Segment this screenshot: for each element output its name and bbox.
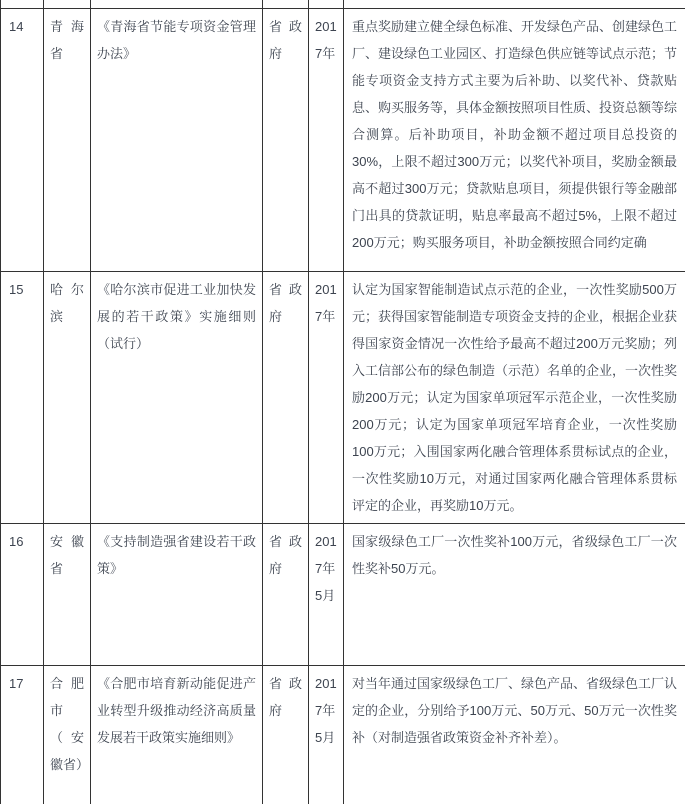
- issuer-cell: 省政府: [263, 524, 309, 666]
- description-cell: [344, 0, 685, 9]
- row-number-cell: [1, 0, 44, 9]
- year-cell: 2017年5月: [309, 666, 344, 804]
- description-cell: 认定为国家智能制造试点示范的企业，一次性奖励500万元；获得国家智能制造专项资金支持的企业，根据企业获得国家资金情况一次性给予最高不超过200万元奖励；列入工信部公布的绿色制造（示范）名单的企业，一次性奖励200万元；认定为国家单项冠军示范企业，一次性奖励200万元；认定为国家单项冠军培育企业，一次性奖励100万元；入围国家两化融合管理体系贯标试点的企业，一次性奖励10万元，对通过国家两化融合管理体系贯标评定的企业，再奖励10万元。: [344, 272, 685, 524]
- table-row: [1, 524, 685, 666]
- row-number-cell: 14: [1, 9, 44, 272]
- region-cell: 安徽省: [44, 524, 91, 666]
- year-cell: 2017年: [309, 272, 344, 524]
- policy-title-cell: [91, 0, 263, 9]
- issuer-cell: 省政府: [263, 272, 309, 524]
- issuer-cell: [263, 0, 309, 9]
- region-cell: 青海省: [44, 9, 91, 272]
- region-cell: 合肥市（安徽省）: [44, 666, 91, 804]
- table-row: [1, 272, 685, 524]
- partial-row-top: [1, 0, 685, 9]
- policy-title-cell: 《青海省节能专项资金管理办法》: [91, 9, 263, 272]
- year-cell: [309, 0, 344, 9]
- issuer-cell: 省政府: [263, 666, 309, 804]
- policy-title-cell: 《哈尔滨市促进工业加快发展的若干政策》实施细则（试行）: [91, 272, 263, 524]
- policy-title-cell: 《支持制造强省建设若干政策》: [91, 524, 263, 666]
- policy-title-cell: 《合肥市培育新动能促进产业转型升级推动经济高质量发展若干政策实施细则》: [91, 666, 263, 804]
- table-row: [1, 666, 685, 804]
- year-cell: 2017年5月: [309, 524, 344, 666]
- row-number-cell: 16: [1, 524, 44, 666]
- year-cell: 2017年: [309, 9, 344, 272]
- description-cell: 国家级绿色工厂一次性奖补100万元，省级绿色工厂一次性奖补50万元。: [344, 524, 685, 666]
- issuer-cell: 省政府: [263, 9, 309, 272]
- region-cell: [44, 0, 91, 9]
- description-cell: 重点奖励建立健全绿色标准、开发绿色产品、创建绿色工厂、建设绿色工业园区、打造绿色供应链等试点示范；节能专项资金支持方式主要为后补助、以奖代补、贷款贴息、购买服务等，具体金额按照项目性质、投资总额等综合测算。后补助项目，补助金额不超过项目总投资的30%，上限不超过300万元；以奖代补项目，奖励金额最高不超过300万元；贷款贴息项目，须提供银行等金融部门出具的贷款证明，贴息率最高不超过5%，上限不超过200万元；购买服务项目，补助金额按照合同约定确: [344, 9, 685, 272]
- region-cell: 哈尔滨: [44, 272, 91, 524]
- row-number-cell: 15: [1, 272, 44, 524]
- row-number-cell: 17: [1, 666, 44, 804]
- description-cell: 对当年通过国家级绿色工厂、绿色产品、省级绿色工厂认定的企业，分别给予100万元、50万元、50万元一次性奖补（对制造强省政策资金补齐补差）。: [344, 666, 685, 804]
- table-row: [1, 9, 685, 272]
